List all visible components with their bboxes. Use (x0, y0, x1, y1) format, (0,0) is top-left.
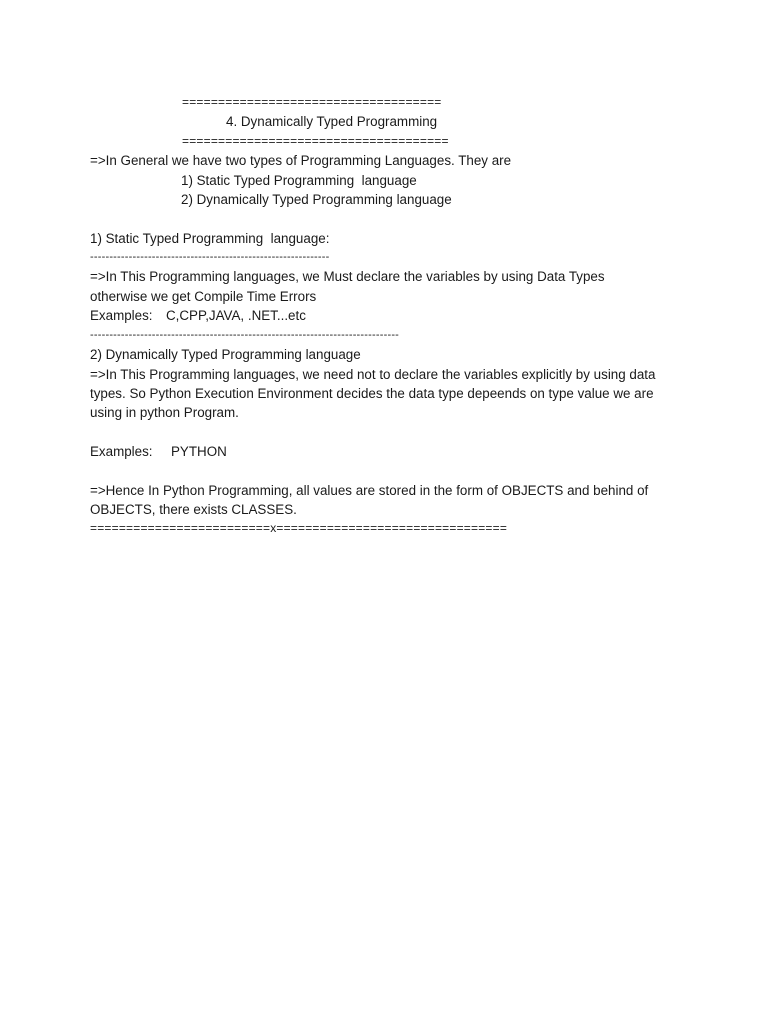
conclusion-line-1: =>Hence In Python Programming, all values are stored in the form of OBJECTS and behind of (90, 483, 649, 498)
static-section-rule: -------------------------------------------------------------- (90, 251, 330, 263)
static-section-heading: 1) Static Typed Programming language: (90, 231, 330, 246)
document-title: 4. Dynamically Typed Programming (226, 114, 438, 129)
static-section-end-rule: -------------------------------------------------------------------------------- (90, 329, 400, 341)
conclusion-line-2: OBJECTS, there exists CLASSES. (90, 502, 297, 517)
dynamic-body-line-3: using in python Program. (90, 405, 239, 420)
footer-rule: =========================x================================ (90, 521, 508, 535)
dynamic-examples-value: PYTHON (171, 444, 227, 459)
title-rule-top: ==================================== (182, 95, 442, 109)
static-body-line-2: otherwise we get Compile Time Errors (90, 289, 317, 304)
intro-item-dynamic: 2) Dynamically Typed Programming language (181, 192, 452, 207)
static-examples-label: Examples: (90, 308, 153, 323)
dynamic-body-line-1: =>In This Programming languages, we need not to declare the variables explicitly by using data (90, 367, 656, 382)
title-rule-bottom: ===================================== (182, 134, 449, 148)
dynamic-body-line-2: types. So Python Execution Environment decides the data type depeends on type value we are (90, 386, 654, 401)
static-body-line-1: =>In This Programming languages, we Must declare the variables by using Data Types (90, 269, 605, 284)
intro-item-static: 1) Static Typed Programming language (181, 173, 417, 188)
dynamic-section-heading: 2) Dynamically Typed Programming language (90, 347, 361, 362)
intro-text: =>In General we have two types of Programming Languages. They are (90, 153, 512, 168)
static-examples-value: C,CPP,JAVA, .NET...etc (166, 308, 306, 323)
dynamic-examples-label: Examples: (90, 444, 153, 459)
